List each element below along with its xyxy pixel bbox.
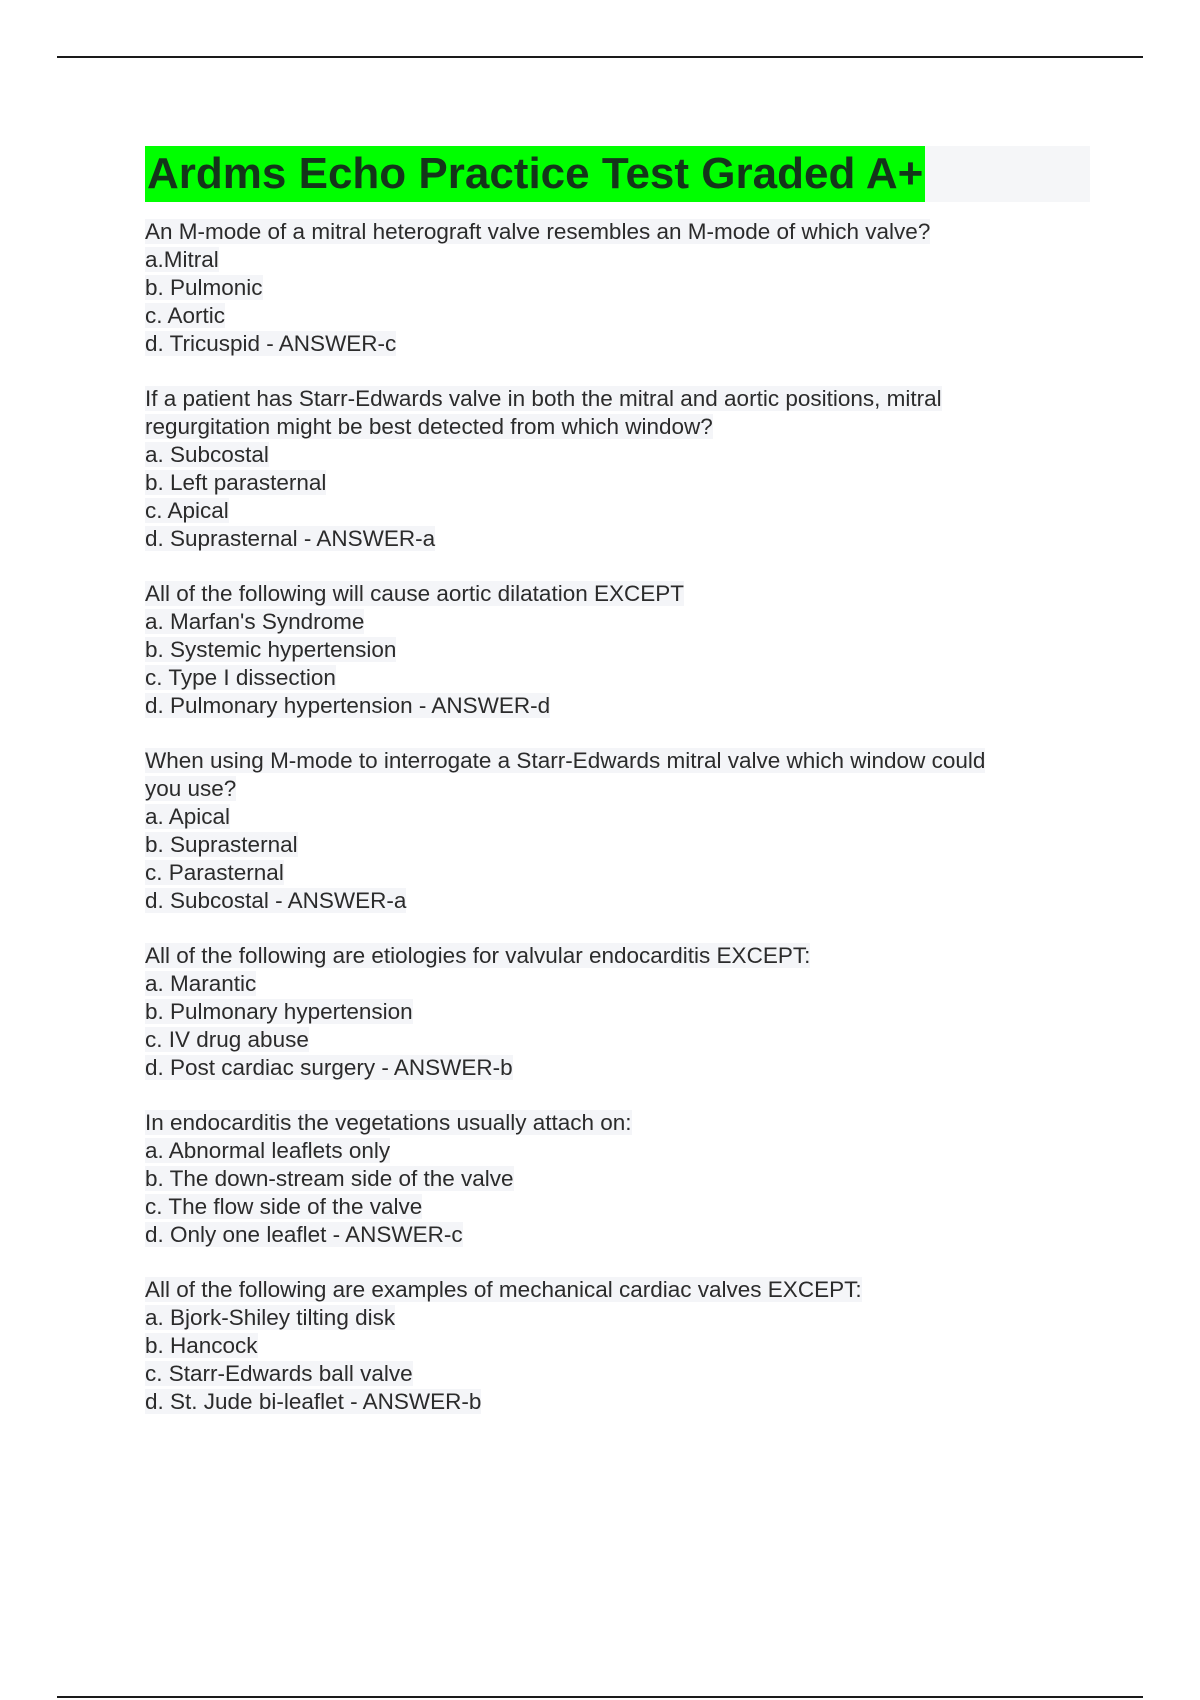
question-block-2	[145, 385, 1090, 553]
option-d-answer: d. Tricuspid - ANSWER-c	[145, 331, 397, 356]
question-text: An M-mode of a mitral heterograft valve resembles an M-mode of which valve?	[145, 219, 931, 244]
question-text: If a patient has Starr-Edwards valve in both the mitral and aortic positions, mitral	[145, 386, 942, 411]
option-d-answer: d. Post cardiac surgery - ANSWER-b	[145, 1055, 513, 1080]
option-c: c. Type I dissection	[145, 665, 336, 690]
option-c: c. Aortic	[145, 303, 226, 328]
option-a: a. Abnormal leaflets only	[145, 1138, 391, 1163]
option-b: b. Suprasternal	[145, 832, 298, 857]
question-text-continued: regurgitation might be best detected from which window?	[145, 414, 713, 439]
question-block-7	[145, 1276, 1090, 1416]
question-text: All of the following are examples of mechanical cardiac valves EXCEPT:	[145, 1277, 862, 1302]
option-c: c. Starr-Edwards ball valve	[145, 1361, 413, 1386]
option-c: c. Parasternal	[145, 860, 284, 885]
option-d-answer: d. Pulmonary hypertension - ANSWER-d	[145, 693, 551, 718]
question-block-6	[145, 1109, 1090, 1249]
option-c: c. IV drug abuse	[145, 1027, 309, 1052]
option-a: a. Marfan's Syndrome	[145, 609, 365, 634]
top-divider	[57, 56, 1143, 58]
option-b: b. Hancock	[145, 1333, 258, 1358]
question-text: All of the following will cause aortic dilatation EXCEPT	[145, 581, 685, 606]
question-block-1	[145, 218, 1090, 358]
option-d-answer: d. St. Jude bi-leaflet - ANSWER-b	[145, 1389, 482, 1414]
option-c: c. The flow side of the valve	[145, 1194, 423, 1219]
option-a: a. Apical	[145, 804, 231, 829]
question-text: All of the following are etiologies for valvular endocarditis EXCEPT:	[145, 943, 811, 968]
option-d-answer: d. Subcostal - ANSWER-a	[145, 888, 407, 913]
question-block-4	[145, 747, 1090, 915]
option-d-answer: d. Suprasternal - ANSWER-a	[145, 526, 436, 551]
option-a: a.Mitral	[145, 247, 219, 272]
option-a: a. Marantic	[145, 971, 257, 996]
question-text-continued: you use?	[145, 776, 237, 801]
bottom-divider	[57, 1696, 1143, 1698]
title-block	[145, 146, 1090, 202]
option-b: b. Pulmonic	[145, 275, 263, 300]
question-block-5	[145, 942, 1090, 1082]
question-text: When using M-mode to interrogate a Starr-Edwards mitral valve which window could	[145, 748, 986, 773]
page-title: Ardms Echo Practice Test Graded A+	[145, 146, 925, 202]
option-b: b. The down-stream side of the valve	[145, 1166, 514, 1191]
option-c: c. Apical	[145, 498, 229, 523]
option-b: b. Left parasternal	[145, 470, 327, 495]
question-block-3	[145, 580, 1090, 720]
question-text: In endocarditis the vegetations usually attach on:	[145, 1110, 632, 1135]
document-body	[145, 146, 1090, 1443]
option-a: a. Subcostal	[145, 442, 269, 467]
option-a: a. Bjork-Shiley tilting disk	[145, 1305, 396, 1330]
option-b: b. Systemic hypertension	[145, 637, 397, 662]
option-b: b. Pulmonary hypertension	[145, 999, 413, 1024]
option-d-answer: d. Only one leaflet - ANSWER-c	[145, 1222, 463, 1247]
